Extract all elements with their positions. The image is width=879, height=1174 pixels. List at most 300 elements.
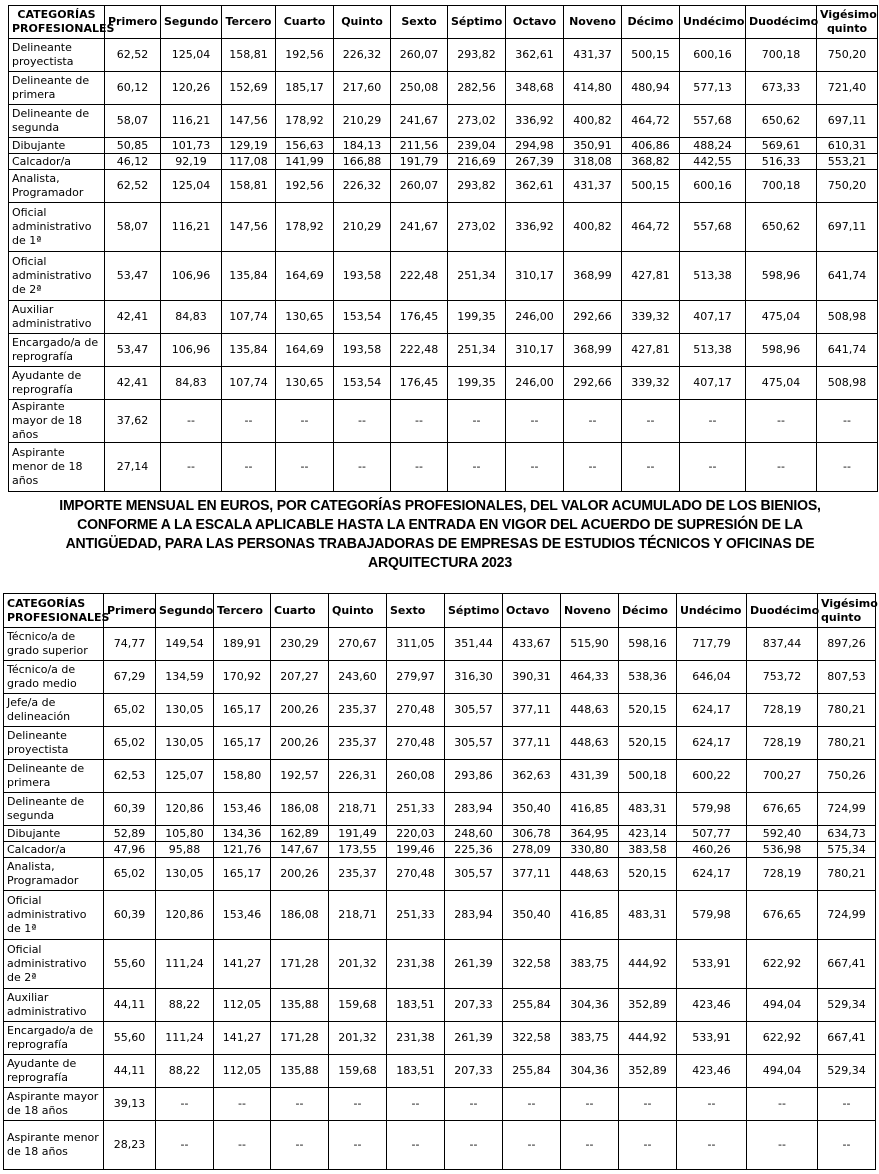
value-cell: -- [503, 1121, 561, 1170]
value-cell: 500,15 [622, 39, 680, 72]
table-row [9, 400, 878, 443]
value-cell: 305,57 [445, 727, 503, 760]
value-cell: 407,17 [680, 367, 746, 400]
value-cell: -- [391, 400, 448, 443]
value-cell: 483,31 [619, 891, 677, 940]
column-header: Quinto [329, 594, 387, 628]
column-header-category: CATEGORÍAS PROFESIONALES [4, 594, 104, 628]
value-cell: 248,60 [445, 826, 503, 842]
value-cell: 231,38 [387, 940, 445, 989]
value-cell: 330,80 [561, 842, 619, 858]
value-cell: 475,04 [746, 301, 817, 334]
value-cell: 156,63 [276, 138, 334, 154]
value-cell: 416,85 [561, 891, 619, 940]
value-cell: 106,96 [161, 334, 222, 367]
value-cell: 130,05 [156, 727, 214, 760]
table-row [9, 154, 878, 170]
value-cell: 52,89 [104, 826, 156, 842]
value-cell: 624,17 [677, 858, 747, 891]
value-cell: 416,85 [561, 793, 619, 826]
value-cell: -- [329, 1121, 387, 1170]
value-cell: 464,33 [561, 661, 619, 694]
value-cell: 533,91 [677, 940, 747, 989]
value-cell: -- [387, 1088, 445, 1121]
category-cell: Técnico/a de grado superior [4, 628, 104, 661]
value-cell: 207,33 [445, 1055, 503, 1088]
category-cell: Delineante de primera [9, 72, 105, 105]
value-cell: 311,05 [387, 628, 445, 661]
value-cell: 278,09 [503, 842, 561, 858]
value-cell: 186,08 [271, 793, 329, 826]
value-cell: 153,54 [334, 301, 391, 334]
value-cell: 538,36 [619, 661, 677, 694]
value-cell: 201,32 [329, 940, 387, 989]
column-header: Noveno [564, 6, 622, 39]
column-header: Segundo [156, 594, 214, 628]
value-cell: 508,98 [817, 301, 878, 334]
value-cell: 336,92 [506, 105, 564, 138]
value-cell: 318,08 [564, 154, 622, 170]
value-cell: 717,79 [677, 628, 747, 661]
table-row [4, 727, 876, 760]
value-cell: 67,29 [104, 661, 156, 694]
value-cell: 251,34 [448, 334, 506, 367]
value-cell: 292,66 [564, 301, 622, 334]
column-header: Vigésimo quinto [818, 594, 876, 628]
value-cell: 780,21 [818, 727, 876, 760]
value-cell: 178,92 [276, 203, 334, 252]
value-cell: 55,60 [104, 940, 156, 989]
value-cell: 598,16 [619, 628, 677, 661]
value-cell: 697,11 [817, 203, 878, 252]
value-cell: -- [214, 1121, 271, 1170]
value-cell: -- [448, 443, 506, 492]
column-header: Cuarto [276, 6, 334, 39]
value-cell: 624,17 [677, 727, 747, 760]
value-cell: 293,82 [448, 170, 506, 203]
value-cell: 700,27 [747, 760, 818, 793]
value-cell: 536,98 [747, 842, 818, 858]
value-cell: 192,56 [276, 39, 334, 72]
value-cell: 135,88 [271, 989, 329, 1022]
value-cell: -- [334, 400, 391, 443]
value-cell: -- [564, 400, 622, 443]
table-row [4, 826, 876, 842]
value-cell: 220,03 [387, 826, 445, 842]
value-cell: 149,54 [156, 628, 214, 661]
table-row [9, 443, 878, 492]
value-cell: 171,28 [271, 1022, 329, 1055]
value-cell: 433,67 [503, 628, 561, 661]
value-cell: 199,46 [387, 842, 445, 858]
value-cell: 368,99 [564, 252, 622, 301]
value-cell: 176,45 [391, 367, 448, 400]
value-cell: -- [747, 1121, 818, 1170]
value-cell: 273,02 [448, 203, 506, 252]
value-cell: 624,17 [677, 694, 747, 727]
column-header: Primero [105, 6, 161, 39]
table-row [4, 1088, 876, 1121]
value-cell: 62,53 [104, 760, 156, 793]
value-cell: 348,68 [506, 72, 564, 105]
value-cell: 92,19 [161, 154, 222, 170]
value-cell: 88,22 [156, 1055, 214, 1088]
value-cell: 134,59 [156, 661, 214, 694]
value-cell: 362,61 [506, 170, 564, 203]
column-header: Décimo [622, 6, 680, 39]
value-cell: 520,15 [619, 727, 677, 760]
value-cell: 42,41 [105, 367, 161, 400]
category-cell: Auxiliar administrativo [9, 301, 105, 334]
value-cell: 117,08 [222, 154, 276, 170]
value-cell: 351,44 [445, 628, 503, 661]
value-cell: 283,94 [445, 793, 503, 826]
value-cell: 529,34 [818, 1055, 876, 1088]
value-cell: 105,80 [156, 826, 214, 842]
value-cell: 483,31 [619, 793, 677, 826]
value-cell: 62,52 [105, 170, 161, 203]
category-cell: Dibujante [4, 826, 104, 842]
value-cell: 191,49 [329, 826, 387, 842]
value-cell: 153,46 [214, 793, 271, 826]
table-row [4, 694, 876, 727]
value-cell: 58,07 [105, 105, 161, 138]
column-header: Tercero [214, 594, 271, 628]
value-cell: 251,33 [387, 891, 445, 940]
category-cell: Delineante proyectista [4, 727, 104, 760]
column-header: Séptimo [448, 6, 506, 39]
value-cell: 260,08 [387, 760, 445, 793]
value-cell: 159,68 [329, 1055, 387, 1088]
value-cell: 153,54 [334, 367, 391, 400]
value-cell: -- [391, 443, 448, 492]
category-cell: Ayudante de reprografía [9, 367, 105, 400]
header-row [9, 6, 878, 39]
value-cell: 427,81 [622, 334, 680, 367]
value-cell: -- [506, 443, 564, 492]
value-cell: 260,07 [391, 39, 448, 72]
value-cell: 592,40 [747, 826, 818, 842]
column-header: Décimo [619, 594, 677, 628]
value-cell: -- [276, 443, 334, 492]
value-cell: 189,91 [214, 628, 271, 661]
value-cell: -- [561, 1121, 619, 1170]
value-cell: 270,48 [387, 727, 445, 760]
value-cell: 200,26 [271, 694, 329, 727]
value-cell: 697,11 [817, 105, 878, 138]
table-row [9, 39, 878, 72]
value-cell: 294,98 [506, 138, 564, 154]
value-cell: 243,60 [329, 661, 387, 694]
column-header: Duodécimo [746, 6, 817, 39]
value-cell: 780,21 [818, 694, 876, 727]
bienios-table-1 [8, 5, 878, 492]
category-cell: Ayudante de reprografía [4, 1055, 104, 1088]
value-cell: 650,62 [746, 105, 817, 138]
column-header: Undécimo [680, 6, 746, 39]
value-cell: -- [622, 400, 680, 443]
table-row [4, 891, 876, 940]
value-cell: 700,18 [746, 170, 817, 203]
value-cell: 310,17 [506, 252, 564, 301]
value-cell: 210,29 [334, 105, 391, 138]
value-cell: 58,07 [105, 203, 161, 252]
category-cell: Técnico/a de grado medio [4, 661, 104, 694]
value-cell: 46,12 [105, 154, 161, 170]
value-cell: 53,47 [105, 334, 161, 367]
value-cell: 193,58 [334, 252, 391, 301]
column-header: Séptimo [445, 594, 503, 628]
value-cell: 673,33 [746, 72, 817, 105]
value-cell: 241,67 [391, 105, 448, 138]
column-header: Primero [104, 594, 156, 628]
value-cell: 125,04 [161, 39, 222, 72]
value-cell: 192,57 [271, 760, 329, 793]
value-cell: 270,48 [387, 858, 445, 891]
value-cell: 106,96 [161, 252, 222, 301]
value-cell: 216,69 [448, 154, 506, 170]
value-cell: 448,63 [561, 727, 619, 760]
value-cell: 279,97 [387, 661, 445, 694]
value-cell: 225,36 [445, 842, 503, 858]
value-cell: 255,84 [503, 989, 561, 1022]
column-header: Segundo [161, 6, 222, 39]
value-cell: 88,22 [156, 989, 214, 1022]
column-header: Tercero [222, 6, 276, 39]
category-cell: Jefe/a de delineación [4, 694, 104, 727]
category-cell: Analista, Programador [4, 858, 104, 891]
value-cell: -- [622, 443, 680, 492]
value-cell: 728,19 [747, 727, 818, 760]
value-cell: 641,74 [817, 252, 878, 301]
value-cell: -- [680, 443, 746, 492]
value-cell: 598,96 [746, 334, 817, 367]
value-cell: 166,88 [334, 154, 391, 170]
value-cell: 178,92 [276, 105, 334, 138]
value-cell: -- [445, 1088, 503, 1121]
value-cell: 444,92 [619, 1022, 677, 1055]
value-cell: 65,02 [104, 858, 156, 891]
value-cell: 292,66 [564, 367, 622, 400]
value-cell: -- [161, 400, 222, 443]
value-cell: 700,18 [746, 39, 817, 72]
table-row [4, 858, 876, 891]
value-cell: -- [817, 400, 878, 443]
value-cell: 377,11 [503, 694, 561, 727]
value-cell: 246,00 [506, 367, 564, 400]
value-cell: 152,69 [222, 72, 276, 105]
category-cell: Delineante de segunda [9, 105, 105, 138]
value-cell: 65,02 [104, 694, 156, 727]
column-header: Cuarto [271, 594, 329, 628]
value-cell: 622,92 [747, 1022, 818, 1055]
value-cell: 111,24 [156, 940, 214, 989]
value-cell: -- [817, 443, 878, 492]
value-cell: 513,38 [680, 334, 746, 367]
value-cell: 557,68 [680, 203, 746, 252]
value-cell: 728,19 [747, 694, 818, 727]
value-cell: -- [214, 1088, 271, 1121]
category-cell: Oficial administrativo de 2ª [9, 252, 105, 301]
value-cell: 165,17 [214, 858, 271, 891]
column-header: Duodécimo [747, 594, 818, 628]
value-cell: 377,11 [503, 858, 561, 891]
value-cell: 60,39 [104, 793, 156, 826]
value-cell: 520,15 [619, 694, 677, 727]
value-cell: 400,82 [564, 203, 622, 252]
value-cell: 500,15 [622, 170, 680, 203]
value-cell: 641,74 [817, 334, 878, 367]
value-cell: -- [747, 1088, 818, 1121]
value-cell: 600,22 [677, 760, 747, 793]
value-cell: -- [746, 400, 817, 443]
value-cell: 135,84 [222, 252, 276, 301]
table-body [4, 628, 876, 1170]
value-cell: 231,38 [387, 1022, 445, 1055]
value-cell: 222,48 [391, 334, 448, 367]
value-cell: 120,86 [156, 793, 214, 826]
value-cell: 125,04 [161, 170, 222, 203]
value-cell: 251,33 [387, 793, 445, 826]
value-cell: 897,26 [818, 628, 876, 661]
value-cell: 159,68 [329, 989, 387, 1022]
value-cell: 293,82 [448, 39, 506, 72]
value-cell: 480,94 [622, 72, 680, 105]
value-cell: 377,11 [503, 727, 561, 760]
column-header: Sexto [391, 6, 448, 39]
table-row [9, 105, 878, 138]
table-row [9, 203, 878, 252]
value-cell: 184,13 [334, 138, 391, 154]
value-cell: 183,51 [387, 989, 445, 1022]
value-cell: -- [276, 400, 334, 443]
value-cell: 336,92 [506, 203, 564, 252]
value-cell: 120,86 [156, 891, 214, 940]
value-cell: 158,80 [214, 760, 271, 793]
value-cell: 116,21 [161, 203, 222, 252]
value-cell: 125,07 [156, 760, 214, 793]
value-cell: 235,37 [329, 727, 387, 760]
table-row [4, 1121, 876, 1170]
value-cell: 226,32 [334, 39, 391, 72]
value-cell: 141,99 [276, 154, 334, 170]
value-cell: 724,99 [818, 891, 876, 940]
column-header: Quinto [334, 6, 391, 39]
value-cell: 62,52 [105, 39, 161, 72]
value-cell: 65,02 [104, 727, 156, 760]
value-cell: 158,81 [222, 39, 276, 72]
value-cell: -- [561, 1088, 619, 1121]
value-cell: -- [329, 1088, 387, 1121]
value-cell: 199,35 [448, 367, 506, 400]
value-cell: 116,21 [161, 105, 222, 138]
column-header: Noveno [561, 594, 619, 628]
category-cell: Delineante proyectista [9, 39, 105, 72]
value-cell: 121,76 [214, 842, 271, 858]
column-header: Undécimo [677, 594, 747, 628]
value-cell: 600,16 [680, 170, 746, 203]
value-cell: 185,17 [276, 72, 334, 105]
category-cell: Aspirante mayor de 18 años [9, 400, 105, 443]
value-cell: 569,61 [746, 138, 817, 154]
value-cell: 283,94 [445, 891, 503, 940]
value-cell: 153,46 [214, 891, 271, 940]
value-cell: 368,82 [622, 154, 680, 170]
value-cell: 207,27 [271, 661, 329, 694]
value-cell: -- [222, 443, 276, 492]
value-cell: 390,31 [503, 661, 561, 694]
value-cell: 261,39 [445, 1022, 503, 1055]
table-row [4, 760, 876, 793]
category-cell: Dibujante [9, 138, 105, 154]
value-cell: 488,24 [680, 138, 746, 154]
value-cell: 364,95 [561, 826, 619, 842]
value-cell: 529,34 [818, 989, 876, 1022]
value-cell: 165,17 [214, 694, 271, 727]
value-cell: -- [746, 443, 817, 492]
value-cell: 235,37 [329, 858, 387, 891]
value-cell: 164,69 [276, 252, 334, 301]
value-cell: -- [818, 1088, 876, 1121]
value-cell: 383,58 [619, 842, 677, 858]
value-cell: 193,58 [334, 334, 391, 367]
value-cell: 250,08 [391, 72, 448, 105]
value-cell: 362,61 [506, 39, 564, 72]
value-cell: 186,08 [271, 891, 329, 940]
value-cell: 304,36 [561, 1055, 619, 1088]
value-cell: 60,39 [104, 891, 156, 940]
value-cell: 444,92 [619, 940, 677, 989]
value-cell: 414,80 [564, 72, 622, 105]
value-cell: 753,72 [747, 661, 818, 694]
value-cell: 650,62 [746, 203, 817, 252]
value-cell: 837,44 [747, 628, 818, 661]
value-cell: 780,21 [818, 858, 876, 891]
value-cell: 352,89 [619, 1055, 677, 1088]
value-cell: -- [448, 400, 506, 443]
table-row [9, 72, 878, 105]
value-cell: 273,02 [448, 105, 506, 138]
value-cell: 158,81 [222, 170, 276, 203]
value-cell: 646,04 [677, 661, 747, 694]
value-cell: 407,17 [680, 301, 746, 334]
value-cell: 218,71 [329, 793, 387, 826]
value-cell: -- [222, 400, 276, 443]
value-cell: 50,85 [105, 138, 161, 154]
value-cell: 431,37 [564, 170, 622, 203]
value-cell: -- [156, 1121, 214, 1170]
value-cell: 130,65 [276, 367, 334, 400]
value-cell: 251,34 [448, 252, 506, 301]
value-cell: 339,32 [622, 301, 680, 334]
value-cell: 507,77 [677, 826, 747, 842]
value-cell: 667,41 [818, 1022, 876, 1055]
value-cell: 199,35 [448, 301, 506, 334]
table-row [4, 1022, 876, 1055]
value-cell: 322,58 [503, 1022, 561, 1055]
value-cell: 42,41 [105, 301, 161, 334]
value-cell: -- [271, 1121, 329, 1170]
value-cell: 423,46 [677, 1055, 747, 1088]
value-cell: 464,72 [622, 203, 680, 252]
value-cell: 134,36 [214, 826, 271, 842]
value-cell: 383,75 [561, 940, 619, 989]
value-cell: 423,46 [677, 989, 747, 1022]
table-row [4, 793, 876, 826]
table-row [9, 367, 878, 400]
value-cell: -- [677, 1088, 747, 1121]
value-cell: 192,56 [276, 170, 334, 203]
